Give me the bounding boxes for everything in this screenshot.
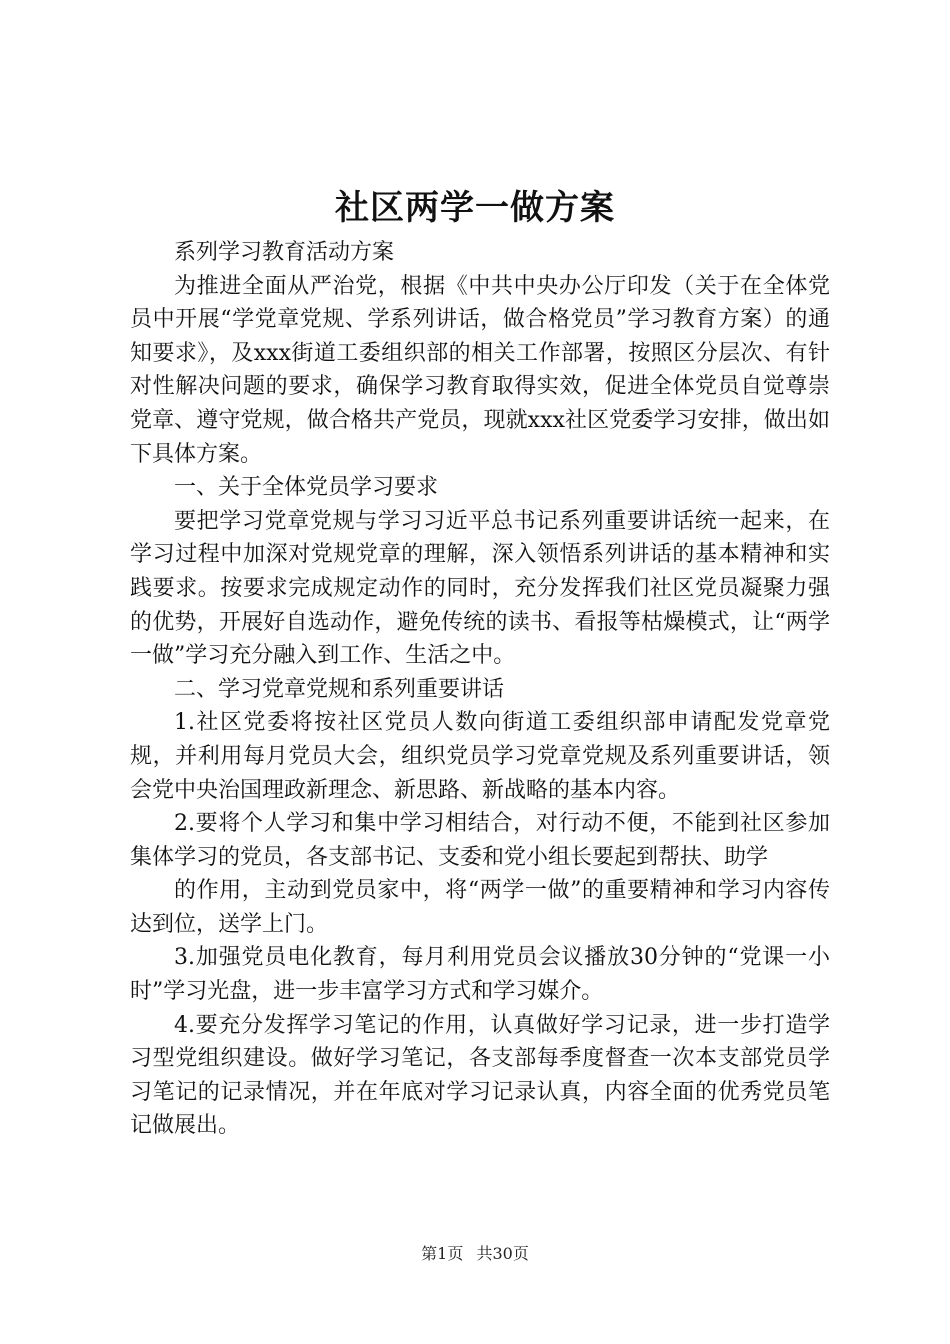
list-item-4: 4.要充分发挥学习笔记的作用，认真做好学习记录，进一步打造学习型党组织建设。做好学习笔记，各支部每季度督查一次本支部党员学习笔记的记录情况，并在年底对学习记录认真，内容全面的优秀党员笔记做展出。 (130, 1012, 830, 1139)
section-heading-2: 二、学习党章党规和系列重要讲话 (174, 676, 505, 702)
list-item-3: 3.加强党员电化教育，每月利用党员会议播放30分钟的“党课一小时”学习光盘，进一步丰富学习方式和学习媒介。 (130, 945, 830, 1005)
list-item-2: 2.要将个人学习和集中学习相结合，对行动不便，不能到社区参加集体学习的党员，各支部书记、支委和党小组长要起到帮扶、助学 (130, 811, 830, 870)
page-number: 第1页 (421, 1244, 464, 1263)
section-heading-1: 一、关于全体党员学习要求 (174, 475, 439, 501)
list-item-2-continuation: 的作用，主动到党员家中，将“两学一做”的重要精神和学习内容传达到位，送学上门。 (130, 878, 830, 937)
page-total: 共30页 (476, 1244, 529, 1263)
list-item-1: 1.社区党委将按社区党员人数向街道工委组织部申请配发党章党规，并利用每月党员大会，组织党员学习党章党规及系列重要讲话，领会党中央治国理政新理念、新思路、新战略的基本内容。 (130, 710, 830, 803)
page-footer (0, 1242, 950, 1266)
paragraph-intro: 为推进全面从严治党，根据《中共中央办公厅印发（关于在全体党员中开展“学党章党规、学系列讲话，做合格党员”学习教育方案）的通知要求》，及xxx街道工委组织部的相关工作部署，按照区分层次、有针对性解决问题的要求，确保学习教育取得实效，促进全体党员自觉尊崇党章、遵守党规，做合格共产党员，现就xxx社区党委学习安排，做出如下具体方案。 (130, 273, 830, 467)
document-body (130, 236, 830, 1143)
document-title: 社区两学一做方案 (335, 188, 615, 228)
paragraph-section-1: 要把学习党章党规与学习习近平总书记系列重要讲话统一起来，在学习过程中加深对党规党章的理解，深入领悟系列讲话的基本精神和实践要求。按要求完成规定动作的同时，充分发挥我们社区党员凝聚力强的优势，开展好自选动作，避免传统的读书、看报等枯燥模式，让“两学一做”学习充分融入到工作、生活之中。 (130, 508, 830, 669)
paragraph-subtitle: 系列学习教育活动方案 (174, 240, 395, 265)
